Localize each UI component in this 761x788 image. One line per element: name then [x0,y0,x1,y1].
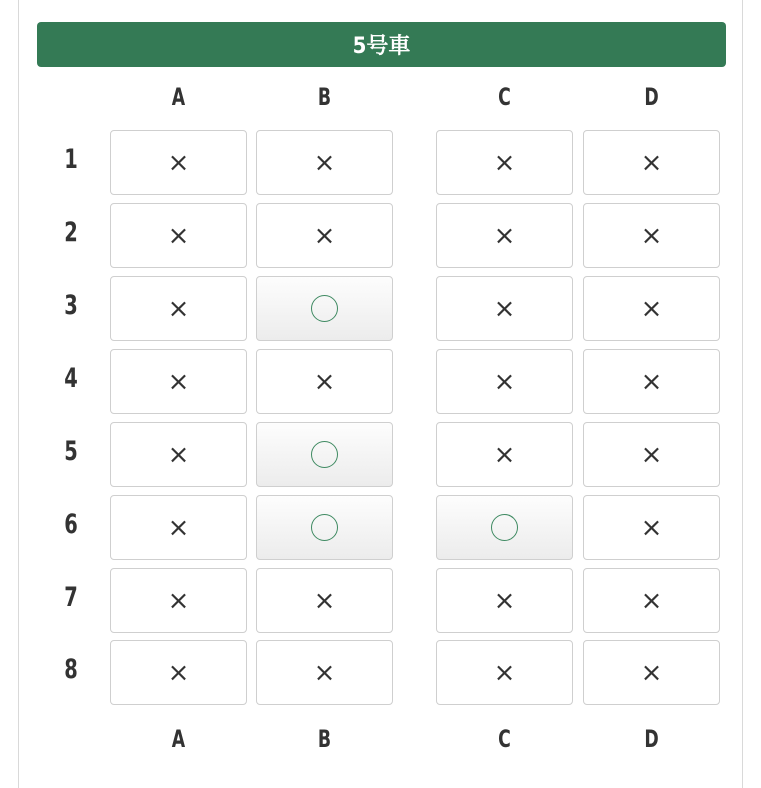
row-label-6: 6 [64,509,78,540]
row-label-1: 1 [64,144,78,175]
cross-icon: × [313,585,336,616]
seat-5b[interactable] [256,422,393,487]
seat-8b [256,640,393,705]
cross-icon: × [167,147,190,178]
seat-7b [256,568,393,633]
circle-icon [491,514,518,541]
cross-icon: × [493,293,516,324]
row-label-8: 8 [64,654,78,685]
cross-icon: × [493,439,516,470]
seat-6d [583,495,720,560]
seat-8a [110,640,247,705]
circle-icon [311,441,338,468]
car-header [37,22,726,67]
seat-2c [436,203,573,268]
circle-icon [311,514,338,541]
cross-icon: × [493,366,516,397]
seat-4d [583,349,720,414]
seat-8d [583,640,720,705]
cross-icon: × [493,220,516,251]
seat-3d [583,276,720,341]
cross-icon: × [313,366,336,397]
column-label-bottom-b: B [317,725,332,753]
column-label-top-c: C [498,83,511,111]
seat-5a [110,422,247,487]
seat-1d [583,130,720,195]
seat-6c[interactable] [436,495,573,560]
seat-5c [436,422,573,487]
cross-icon: × [167,293,190,324]
cross-icon: × [640,585,663,616]
seat-2a [110,203,247,268]
column-label-top-b: B [317,83,332,111]
seat-4a [110,349,247,414]
seat-2b [256,203,393,268]
column-label-top-a: A [171,83,186,111]
seat-1c [436,130,573,195]
seat-8c [436,640,573,705]
cross-icon: × [167,439,190,470]
column-label-bottom-c: C [498,725,511,753]
cross-icon: × [167,220,190,251]
row-label-4: 4 [64,363,78,394]
seat-4b [256,349,393,414]
seat-6b[interactable] [256,495,393,560]
cross-icon: × [167,585,190,616]
seat-6a [110,495,247,560]
seat-7c [436,568,573,633]
seat-1a [110,130,247,195]
cross-icon: × [640,657,663,688]
seat-5d [583,422,720,487]
row-label-2: 2 [64,217,78,248]
cross-icon: × [640,293,663,324]
seat-2d [583,203,720,268]
car-title: 5号車 [352,34,411,59]
cross-icon: × [313,220,336,251]
cross-icon: × [167,366,190,397]
cross-icon: × [640,147,663,178]
seat-3b[interactable] [256,276,393,341]
row-label-5: 5 [64,436,78,467]
cross-icon: × [313,147,336,178]
seat-7d [583,568,720,633]
seat-4c [436,349,573,414]
cross-icon: × [640,220,663,251]
cross-icon: × [493,585,516,616]
cross-icon: × [640,439,663,470]
row-label-7: 7 [64,582,78,613]
column-label-top-d: D [644,83,659,111]
circle-icon [311,295,338,322]
cross-icon: × [493,147,516,178]
column-label-bottom-d: D [644,725,659,753]
cross-icon: × [167,512,190,543]
seat-3a [110,276,247,341]
cross-icon: × [640,366,663,397]
cross-icon: × [640,512,663,543]
cross-icon: × [167,657,190,688]
row-label-3: 3 [64,290,78,321]
cross-icon: × [493,657,516,688]
seat-3c [436,276,573,341]
seat-1b [256,130,393,195]
column-label-bottom-a: A [171,725,186,753]
seat-7a [110,568,247,633]
cross-icon: × [313,657,336,688]
